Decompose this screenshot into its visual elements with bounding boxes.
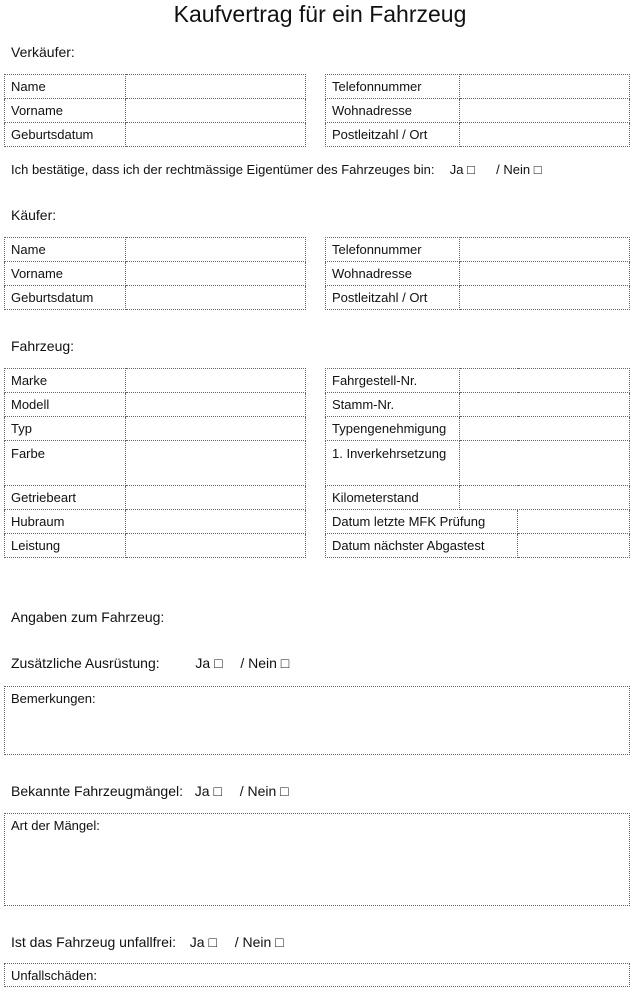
known-defects-yes-checkbox[interactable]: Ja □	[194, 783, 222, 799]
vehicle-power-input[interactable]	[126, 534, 306, 558]
seller-heading: Verkäufer:	[11, 44, 75, 60]
buyer-address-input[interactable]	[460, 262, 630, 286]
remarks-box[interactable]	[4, 686, 630, 755]
remarks-label: Bemerkungen:	[11, 691, 96, 706]
field-label: Wohnadresse	[326, 262, 460, 286]
owner-yes-checkbox[interactable]: Ja □	[449, 162, 475, 177]
field-label: Datum letzte MFK Prüfung	[326, 510, 518, 534]
field-label: Vorname	[5, 99, 126, 123]
field-label: Telefonnummer	[326, 238, 460, 262]
seller-address-input[interactable]	[460, 99, 630, 123]
vehicle-table-right	[325, 368, 630, 558]
document-title: Kaufvertrag für ein Fahrzeug	[173, 1, 467, 27]
vehicle-next-emission-test-input[interactable]	[518, 534, 630, 558]
field-label: Typengenehmigung	[326, 417, 460, 441]
field-label: Geburtsdatum	[5, 286, 126, 310]
field-label: Postleitzahl / Ort	[326, 123, 460, 147]
field-label: Geburtsdatum	[5, 123, 126, 147]
accident-damage-box[interactable]	[4, 963, 630, 987]
buyer-table-right	[325, 237, 630, 310]
field-label: Typ	[5, 417, 126, 441]
field-label: Farbe	[5, 441, 126, 486]
field-label: Postleitzahl / Ort	[326, 286, 460, 310]
seller-table-left	[4, 74, 306, 147]
field-label: Name	[5, 75, 126, 99]
accident-damage-label: Unfallschäden:	[11, 968, 97, 983]
vehicle-heading: Fahrzeug:	[11, 338, 75, 354]
buyer-birthdate-input[interactable]	[126, 286, 306, 310]
defects-box[interactable]	[4, 813, 630, 906]
field-label: Hubraum	[5, 510, 126, 534]
field-label: 1. Inverkehrsetzung	[326, 441, 460, 486]
buyer-name-input[interactable]	[126, 238, 306, 262]
seller-zip-city-input[interactable]	[460, 123, 630, 147]
extra-equipment-yes-checkbox[interactable]: Ja □	[195, 655, 223, 671]
accident-free-row	[11, 934, 284, 950]
field-label: Stamm-Nr.	[326, 393, 460, 417]
owner-confirmation	[11, 162, 542, 177]
seller-birthdate-input[interactable]	[126, 123, 306, 147]
buyer-phone-input[interactable]	[460, 238, 630, 262]
seller-phone-input[interactable]	[460, 75, 630, 99]
field-label: Marke	[5, 369, 126, 393]
seller-firstname-input[interactable]	[126, 99, 306, 123]
vehicle-master-number-input[interactable]	[460, 393, 630, 417]
extra-equipment-row	[11, 655, 289, 671]
vehicle-color-input[interactable]	[126, 441, 306, 486]
known-defects-row	[11, 783, 289, 799]
vehicle-transmission-input[interactable]	[126, 486, 306, 510]
buyer-table-left	[4, 237, 306, 310]
field-label: Telefonnummer	[326, 75, 460, 99]
buyer-firstname-input[interactable]	[126, 262, 306, 286]
accident-free-yes-checkbox[interactable]: Ja □	[189, 934, 217, 950]
field-label: Vorname	[5, 262, 126, 286]
vehicle-displacement-input[interactable]	[126, 510, 306, 534]
owner-no-checkbox[interactable]: / Nein □	[496, 162, 542, 177]
field-label: Leistung	[5, 534, 126, 558]
field-label: Modell	[5, 393, 126, 417]
vehicle-table-left	[4, 368, 306, 558]
vehicle-brand-input[interactable]	[126, 369, 306, 393]
field-label: Getriebeart	[5, 486, 126, 510]
field-label: Wohnadresse	[326, 99, 460, 123]
field-label: Datum nächster Abgastest	[326, 534, 518, 558]
details-heading: Angaben zum Fahrzeug:	[11, 609, 165, 625]
vehicle-type-input[interactable]	[126, 417, 306, 441]
vehicle-mileage-input[interactable]	[460, 486, 630, 510]
buyer-zip-city-input[interactable]	[460, 286, 630, 310]
vehicle-type-approval-input[interactable]	[460, 417, 630, 441]
field-label: Name	[5, 238, 126, 262]
owner-confirmation-text: Ich bestätige, dass ich der rechtmässige Eigentümer des Fahrzeuges bin:	[11, 162, 435, 177]
known-defects-label: Bekannte Fahrzeugmängel:	[11, 783, 183, 799]
vehicle-last-inspection-input[interactable]	[518, 510, 630, 534]
defects-label: Art der Mängel:	[11, 818, 100, 833]
accident-free-no-checkbox[interactable]: / Nein □	[234, 934, 284, 950]
seller-table-right	[325, 74, 630, 147]
vehicle-vin-input[interactable]	[460, 369, 630, 393]
vehicle-model-input[interactable]	[126, 393, 306, 417]
field-label: Kilometerstand	[326, 486, 460, 510]
field-label: Fahrgestell-Nr.	[326, 369, 460, 393]
vehicle-first-registration-input[interactable]	[460, 441, 630, 486]
seller-name-input[interactable]	[126, 75, 306, 99]
known-defects-no-checkbox[interactable]: / Nein □	[239, 783, 289, 799]
extra-equipment-no-checkbox[interactable]: / Nein □	[240, 655, 290, 671]
buyer-heading: Käufer:	[11, 207, 57, 223]
extra-equipment-label: Zusätzliche Ausrüstung:	[11, 655, 160, 671]
accident-free-label: Ist das Fahrzeug unfallfrei:	[11, 934, 176, 950]
